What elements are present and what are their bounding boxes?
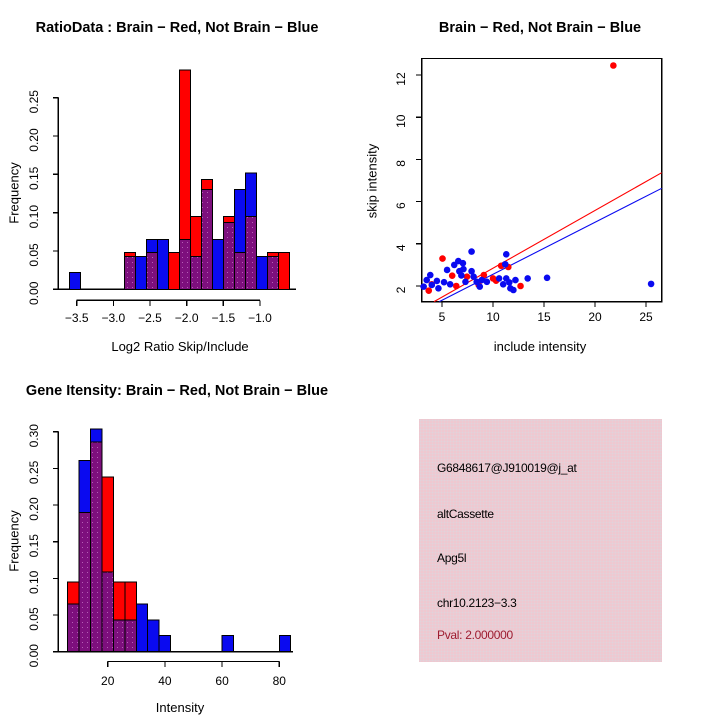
tick-label: 0.20 <box>27 128 41 152</box>
tick-label: 4 <box>394 244 408 252</box>
scatter-plot-box <box>422 59 662 302</box>
scatter-ylabel: skip intensity <box>364 143 380 219</box>
scatter-xlabel: include intensity <box>493 339 587 354</box>
ratio-histogram-overlap-bar <box>179 239 190 289</box>
tick-label: 15 <box>537 310 551 324</box>
tick-label: −2.0 <box>174 311 199 325</box>
gene-intensity-histogram-bar <box>279 636 290 652</box>
scatter-point-blue <box>512 277 519 284</box>
gene-intensity-histogram-overlap-bar <box>113 620 124 652</box>
gene-name-text: Apg5l <box>437 551 467 565</box>
scatter-point-blue <box>468 248 475 255</box>
ratio-histogram-overlap-bar <box>245 216 256 289</box>
scatter-point-blue <box>462 278 469 285</box>
tick-label: −1.0 <box>248 311 272 325</box>
scatter-title: Brain − Red, Not Brain − Blue <box>438 20 642 36</box>
scatter-point-blue <box>544 274 551 281</box>
tick-label: 0.10 <box>27 204 41 229</box>
gene-intensity-histogram-overlap-bar <box>91 442 102 652</box>
ratio-histogram-bar <box>135 256 146 289</box>
gene-intensity-histogram-plot <box>27 424 293 688</box>
scatter-point-blue <box>447 281 454 288</box>
probe-id-text: G6848617@J910019@j_at <box>437 461 577 475</box>
scatter-point-blue <box>458 272 465 279</box>
scatter-point-blue <box>434 278 441 285</box>
tick-label: 0.05 <box>27 243 41 267</box>
scatter-point-blue <box>484 278 491 285</box>
gene-intensity-histogram-bar <box>159 636 170 652</box>
scatter-point-blue <box>460 266 467 273</box>
scatter-point-red <box>517 283 524 290</box>
gene-intensity-histogram-overlap-bar <box>68 604 79 652</box>
scatter-point-blue <box>506 279 513 286</box>
ratio-histogram-plot <box>27 70 296 325</box>
gene-info-panel <box>419 419 662 662</box>
tick-label: 6 <box>394 202 408 209</box>
scatter-point-red <box>453 283 460 290</box>
ratio-histogram-overlap-bar <box>190 256 201 289</box>
tick-label: 0.00 <box>27 281 41 305</box>
tick-label: 0.30 <box>27 424 41 448</box>
tick-label: 10 <box>486 310 500 324</box>
ratio-histogram-overlap-bar <box>267 256 278 289</box>
tick-label: 0.25 <box>27 460 41 485</box>
scatter-point-blue <box>524 275 531 282</box>
gene-intensity-histogram-bar <box>222 636 233 652</box>
ratio-histogram-overlap-bar <box>223 223 234 290</box>
ratio-histogram-overlap-bar <box>201 190 212 290</box>
ratio-histogram-title: RatioData : Brain − Red, Not Brain − Blue <box>35 20 319 36</box>
scatter-point-blue <box>500 281 507 288</box>
gene-intensity-histogram-bar <box>136 604 147 652</box>
gene-intensity-histogram-bar <box>148 620 159 652</box>
gene-intensity-histogram-overlap-bar <box>102 572 113 652</box>
scatter-point-blue <box>435 285 442 292</box>
tick-label: 0.05 <box>27 607 41 631</box>
tick-label: 12 <box>394 72 408 86</box>
scatter-point-blue <box>441 279 448 286</box>
ratio-histogram-xlabel: Log2 Ratio Skip/Include <box>111 339 249 354</box>
tick-label: 25 <box>639 310 653 324</box>
tick-label: 20 <box>588 310 602 324</box>
tick-label: 8 <box>394 160 408 167</box>
not-brain-fit-line <box>439 188 661 301</box>
intensity-scatter-plot <box>394 59 662 325</box>
tick-label: 60 <box>215 674 229 688</box>
tick-label: 10 <box>394 114 408 128</box>
tick-label: −3.5 <box>64 311 89 325</box>
tick-label: 0.20 <box>27 497 42 521</box>
gene-intensity-histogram-overlap-bar <box>125 620 136 652</box>
gene-intensity-histogram-overlap-bar <box>79 512 90 651</box>
gene-histogram-xlabel: Intensity <box>155 700 205 715</box>
location-text: chr10.2123−3.3 <box>437 596 517 610</box>
scatter-point-blue <box>444 267 451 274</box>
ratio-histogram-bar <box>256 256 267 289</box>
scatter-point-red <box>449 272 456 279</box>
scatter-point-red <box>610 62 617 69</box>
ratio-histogram-overlap-bar <box>146 253 157 290</box>
tick-label: 0.10 <box>27 570 41 595</box>
pval-text: Pval: 2.000000 <box>437 628 513 642</box>
tick-label: 2 <box>394 286 408 294</box>
scatter-point-blue <box>503 251 510 258</box>
ratio-histogram-bar <box>69 272 80 289</box>
scatter-point-blue <box>496 275 503 282</box>
scatter-point-blue <box>502 261 509 268</box>
ratio-histogram-bar <box>168 253 179 290</box>
ratio-histogram-bar <box>278 253 289 290</box>
gene-histogram-ylabel: Frequency <box>6 510 22 572</box>
ratio-histogram-overlap-bar <box>124 256 135 289</box>
scatter-point-blue <box>460 260 467 267</box>
tick-label: 0.25 <box>27 90 41 114</box>
tick-label: 80 <box>272 674 286 688</box>
tick-label: 40 <box>158 674 172 688</box>
tick-label: 5 <box>438 310 446 324</box>
ratio-histogram-ylabel: Frequency <box>6 162 22 224</box>
ratio-histogram-bar <box>157 239 168 289</box>
tick-label: 0.00 <box>27 644 41 668</box>
tick-label: 20 <box>101 674 115 688</box>
scatter-point-blue <box>476 283 483 290</box>
tick-label: −1.5 <box>211 311 236 325</box>
tick-label: 0.15 <box>27 166 41 191</box>
ratio-histogram-overlap-bar <box>234 253 245 290</box>
ratio-histogram-bar <box>212 239 223 289</box>
event-type-text: altCassette <box>437 507 494 521</box>
gene-histogram-title: Gene Itensity: Brain − Red, Not Brain − Blue <box>25 383 329 399</box>
scatter-point-blue <box>510 287 517 294</box>
tick-label: −2.5 <box>138 311 162 325</box>
scatter-point-blue <box>427 272 434 279</box>
scatter-point-blue <box>648 281 655 288</box>
tick-label: −3.0 <box>101 311 126 325</box>
tick-label: 0.15 <box>27 534 41 558</box>
scatter-point-blue <box>420 283 427 290</box>
scatter-point-red <box>439 255 446 262</box>
